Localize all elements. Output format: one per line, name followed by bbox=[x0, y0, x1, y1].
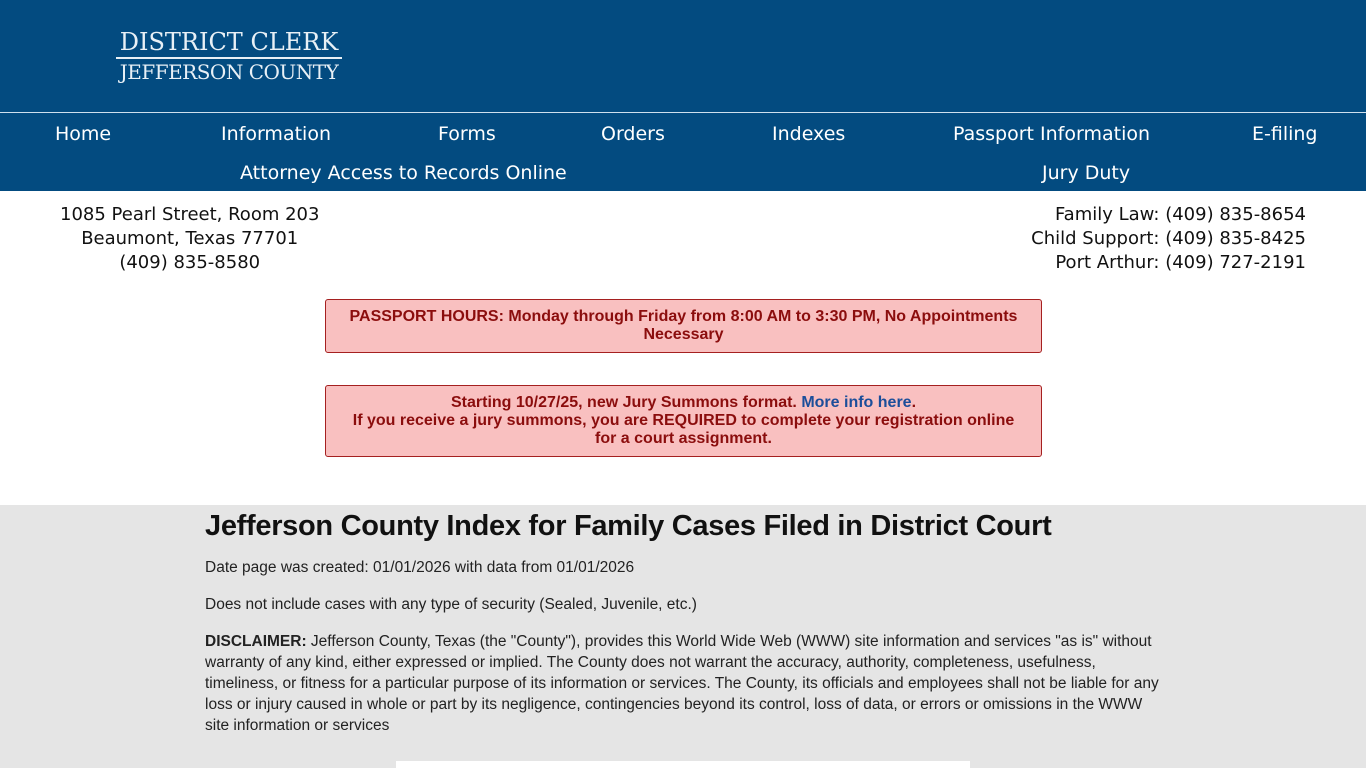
page-title: Jefferson County Index for Family Cases Filed in District Court bbox=[205, 510, 1052, 542]
disclaimer-text: Jefferson County, Texas (the "County"), provides this World Wide Web (WWW) site information and services "as is" without warranty of any kind, either expressed or implied. The County does not warrant the accuracy, authority, completeness, usefulness, timeliness, or fitness for a particular purpose of its information or services. The County, its officials and employees shall not be liable for any loss or injury caused in whole or part by its negligence, contingencies beyond its control, loss of data, or errors or omissions in the WWW site information or services bbox=[205, 633, 1159, 734]
office-address bbox=[60, 203, 319, 275]
date-created: Date page was created: 01/01/2026 with data from 01/01/2026 bbox=[205, 559, 635, 576]
jury-required-text: If you receive a jury summons, you are REQUIRED to complete your registration online for a court assignment. bbox=[352, 412, 1015, 447]
nav-attorney-access[interactable]: Attorney Access to Records Online bbox=[240, 162, 567, 184]
address-street: 1085 Pearl Street, Room 203 bbox=[60, 204, 320, 225]
main-content bbox=[0, 505, 1366, 768]
disclaimer bbox=[205, 631, 1160, 736]
contact-info bbox=[0, 191, 1366, 291]
security-note: Does not include cases with any type of security (Sealed, Juvenile, etc.) bbox=[205, 596, 697, 613]
phone-family-law: Family Law: (409) 835-8654 bbox=[1054, 204, 1306, 225]
passport-hours-alert bbox=[325, 299, 1042, 353]
nav-information[interactable]: Information bbox=[221, 123, 331, 145]
nav-e-filing[interactable]: E-filing bbox=[1252, 123, 1318, 145]
passport-hours-text: PASSPORT HOURS: Monday through Friday from 8:00 AM to 3:30 PM, No Appointments Necessary bbox=[349, 308, 1018, 343]
site-header bbox=[0, 0, 1366, 112]
period: . bbox=[911, 394, 917, 411]
jury-summons-text: Starting 10/27/25, new Jury Summons format. bbox=[450, 394, 797, 411]
nav-jury-duty[interactable]: Jury Duty bbox=[1042, 162, 1131, 184]
nav-indexes[interactable]: Indexes bbox=[772, 123, 846, 145]
department-phones bbox=[1031, 203, 1306, 275]
nav-home[interactable]: Home bbox=[55, 123, 112, 145]
phone-port-arthur: Port Arthur: (409) 727-2191 bbox=[1055, 252, 1306, 273]
logo-line-2: JEFFERSON COUNTY bbox=[119, 60, 339, 84]
main-nav bbox=[0, 112, 1366, 191]
nav-passport-information[interactable]: Passport Information bbox=[953, 123, 1151, 145]
nav-orders[interactable]: Orders bbox=[601, 123, 665, 145]
address-city: Beaumont, Texas 77701 bbox=[81, 228, 299, 249]
logo-line-1: DISTRICT CLERK bbox=[116, 28, 342, 59]
more-info-link[interactable]: More info here bbox=[801, 394, 912, 411]
disclaimer-label: DISCLAIMER: bbox=[205, 633, 307, 650]
address-phone: (409) 835-8580 bbox=[119, 252, 261, 273]
district-clerk-logo[interactable] bbox=[116, 28, 342, 85]
phone-child-support: Child Support: (409) 835-8425 bbox=[1031, 228, 1306, 249]
jury-summons-alert bbox=[325, 385, 1042, 457]
nav-forms[interactable]: Forms bbox=[438, 123, 496, 145]
index-table-container bbox=[396, 761, 970, 771]
